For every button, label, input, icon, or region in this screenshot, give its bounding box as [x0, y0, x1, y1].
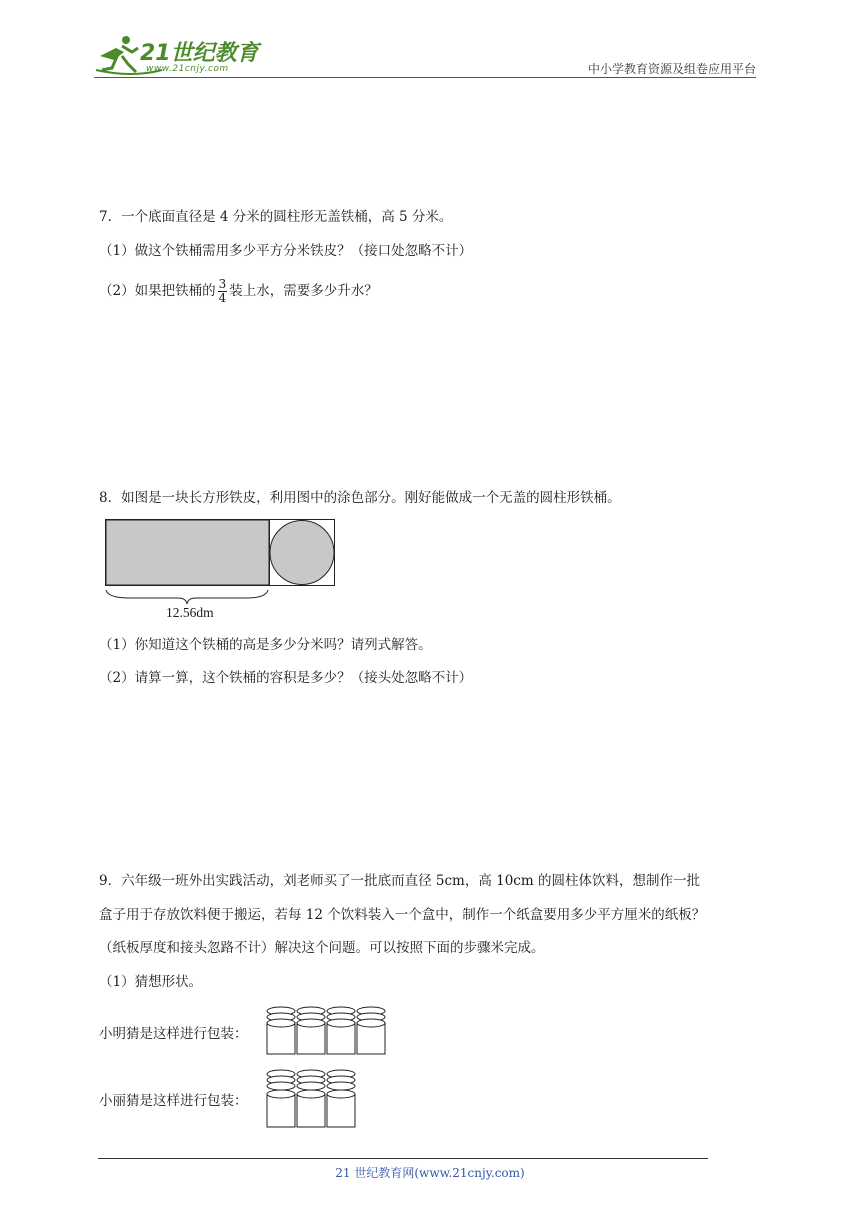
fraction: [218, 278, 228, 305]
q9-line3: （纸板厚度和接头忽路不计）解决这个问题。可以按照下面的步骤米完成。: [99, 940, 545, 956]
q7-part2: [99, 274, 378, 308]
q9-xiaoli-label: 小丽猜是这样进行包装：: [99, 1093, 248, 1109]
q9-line1: 9．六年级一班外出实践活动，刘老师买了一批底而直径 5cm，高 10cm 的圆柱体饮料，想制作一批: [99, 873, 700, 889]
q9-part1: （1）猜想形状。: [99, 974, 203, 990]
shaded-circle: [270, 521, 334, 585]
xiaoli-cans-figure: [264, 1068, 360, 1130]
q9-xiaoming-label: 小明猜是这样进行包装：: [99, 1026, 248, 1042]
logo-title: 21世纪教育: [140, 41, 259, 66]
brace: [106, 590, 268, 604]
q7-part2-after: 装上水，需要多少升水？: [229, 283, 378, 299]
shaded-rectangle: [106, 520, 269, 585]
header-divider: [94, 77, 756, 78]
xiaoming-cans-figure: [264, 1004, 388, 1058]
q8-stem: 8．如图是一块长方形铁皮，利用图中的涂色部分。刚好能做成一个无盖的圆柱形铁桶。: [99, 490, 621, 506]
q9-line2: 盒子用于存放饮料便于搬运，若每 12 个饮料装入一个盒中，制作一个纸盒要用多少平方厘米的纸板？: [99, 907, 706, 923]
q7-part1: （1）做这个铁桶需用多少平方分米铁皮？（接口处忽略不计）: [99, 243, 473, 259]
header-platform-text: 中小学教育资源及组卷应用平台: [587, 62, 756, 76]
footer-site-text: 21 世纪教育网(www.21cnjy.com): [335, 1166, 525, 1180]
footer-divider: [98, 1158, 708, 1159]
fraction-denominator: 4: [218, 291, 227, 305]
q8-length-label: 12.56dm: [166, 605, 214, 620]
q7-part2-before: （2）如果把铁桶的: [99, 283, 216, 299]
logo-subtitle: www.21cnjy.com: [146, 64, 229, 74]
q8-part1: （1）你知道这个铁桶的高是多少分米吗？请列式解答。: [99, 637, 432, 653]
fraction-numerator: 3: [218, 277, 227, 291]
q7-stem: 7．一个底面直径是 4 分米的圆柱形无盖铁桶，高 5 分米。: [99, 209, 453, 225]
q8-part2: （2）请算一算，这个铁桶的容积是多少？（接头处忽略不计）: [99, 670, 473, 686]
q8-iron-sheet-figure: [100, 514, 340, 626]
